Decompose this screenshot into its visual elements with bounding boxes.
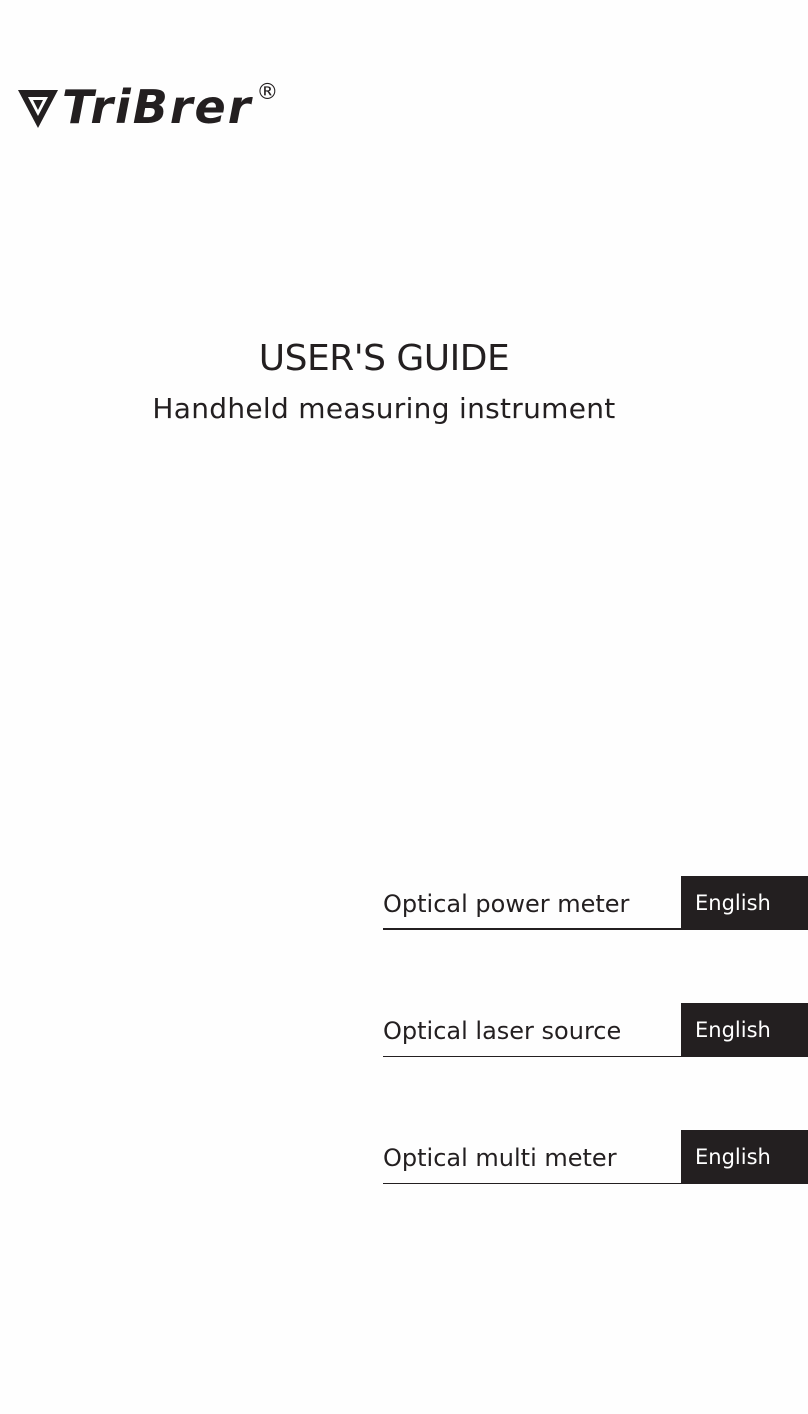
underline-divider [383, 928, 681, 930]
tribrer-triangle-logo-icon [16, 86, 60, 130]
brand-logo [16, 80, 278, 136]
language-badge: English [681, 1003, 808, 1057]
language-badge: English [681, 876, 808, 930]
underline-divider [383, 1056, 681, 1057]
manual-title: Optical power meter [383, 890, 630, 918]
manual-title: Optical laser source [383, 1017, 622, 1045]
page-title: USER'S GUIDE [258, 338, 510, 379]
underline-divider [383, 1183, 681, 1184]
language-badge: English [681, 1130, 808, 1184]
manual-title: Optical multi meter [383, 1144, 617, 1172]
manual-item-multi-meter[interactable] [383, 1130, 808, 1184]
page-subtitle: Handheld measuring instrument [152, 392, 616, 425]
registered-mark: ® [256, 80, 279, 105]
manual-item-laser-source[interactable] [383, 1003, 808, 1057]
manual-item-power-meter[interactable] [383, 876, 808, 930]
brand-name: TriBrer [62, 80, 253, 134]
